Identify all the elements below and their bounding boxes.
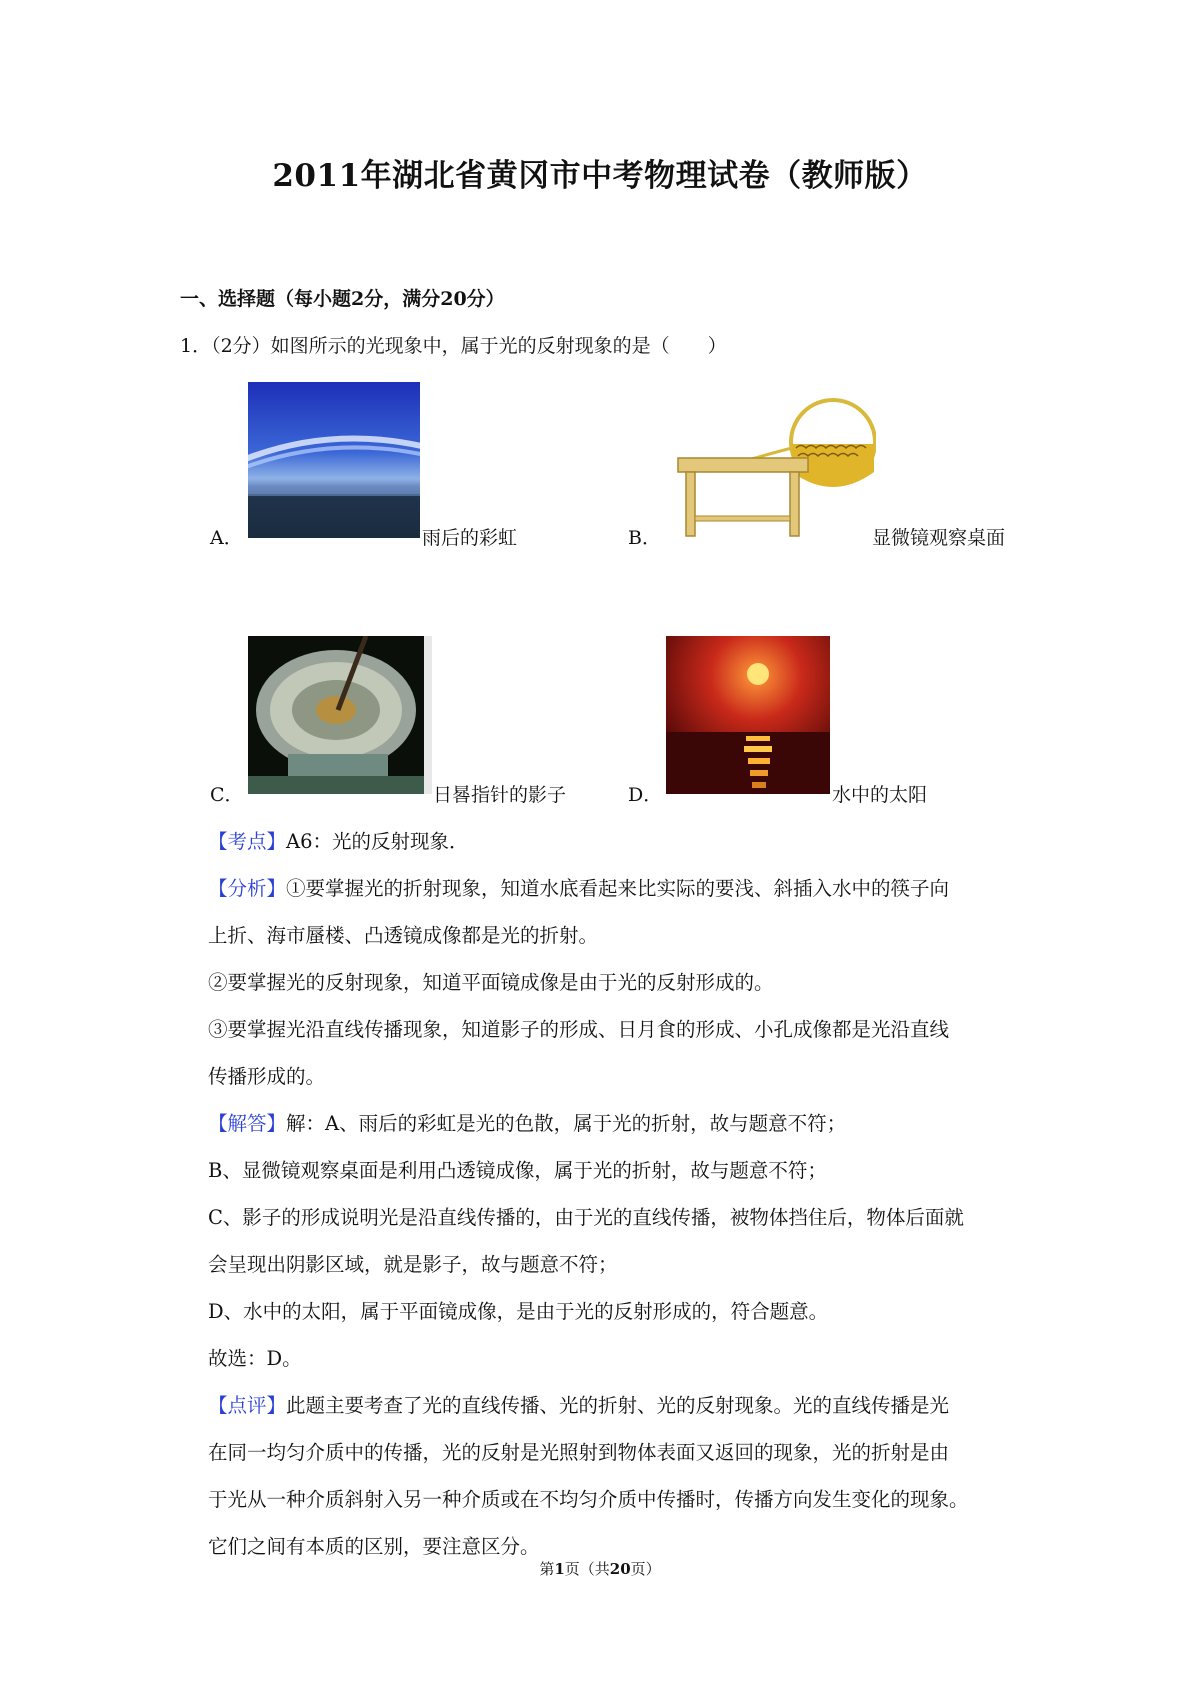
fenxi-block xyxy=(208,865,1028,1100)
footer-middle: 页（共 xyxy=(564,1560,610,1578)
kaodian-text: A6：光的反射现象． xyxy=(286,830,469,853)
fenxi-line-5: 传播形成的。 xyxy=(208,1065,326,1088)
question-1 xyxy=(180,331,727,358)
rainbow-image xyxy=(248,382,420,538)
jieda-line-6: 故选：D。 xyxy=(208,1347,302,1370)
option-d-caption: 水中的太阳 xyxy=(832,784,928,806)
dianping-line-4: 它们之间有本质的区别，要注意区分。 xyxy=(208,1535,540,1558)
jieda-line-1 xyxy=(208,1100,1028,1147)
jieda-line-3: C、影子的形成说明光是沿直线传播的，由于光的直线传播，被物体挡住后，物体后面就 xyxy=(208,1206,964,1229)
dianping-block xyxy=(208,1382,1028,1570)
dianping-tag: 【点评】 xyxy=(208,1394,287,1417)
fenxi-line-2: 上折、海市蜃楼、凸透镜成像都是光的折射。 xyxy=(208,924,599,947)
page-title: 2011年湖北省黄冈市中考物理试卷（教师版） xyxy=(272,158,928,194)
dianping-line-2: 在同一均匀介质中的传播，光的反射是光照射到物体表面又返回的现象，光的折射是由 xyxy=(208,1441,950,1464)
jieda-line-4: 会呈现出阴影区域，就是影子，故与题意不符； xyxy=(208,1253,618,1276)
fenxi-line-3: ②要掌握光的反射现象，知道平面镜成像是由于光的反射形成的。 xyxy=(208,971,774,994)
section-heading: 一、选择题（每小题2分，满分20分） xyxy=(180,288,505,310)
sundial-image xyxy=(248,636,432,794)
option-b-letter: B． xyxy=(628,527,661,549)
jieda-tag: 【解答】 xyxy=(208,1112,287,1135)
sunset-water-image xyxy=(666,636,830,794)
question-text: （2分）如图所示的光现象中，属于光的反射现象的是（ ） xyxy=(211,335,727,357)
fenxi-text-1: ①要掌握光的折射现象，知道水底看起来比实际的要浅、斜插入水中的筷子向 xyxy=(286,877,950,900)
fenxi-line-4: ③要掌握光沿直线传播现象，知道影子的形成、日月食的形成、小孔成像都是光沿直线 xyxy=(208,1018,950,1041)
fenxi-tag: 【分析】 xyxy=(208,877,287,900)
option-b-caption: 显微镜观察桌面 xyxy=(872,527,1006,549)
jieda-line-2: B、显微镜观察桌面是利用凸透镜成像，属于光的折射，故与题意不符； xyxy=(208,1159,827,1182)
option-d-letter: D． xyxy=(628,784,663,806)
option-a-caption: 雨后的彩虹 xyxy=(422,527,518,549)
fenxi-line-1 xyxy=(208,865,1028,912)
footer-prefix: 第 xyxy=(539,1560,555,1578)
jieda-block xyxy=(208,1100,1028,1382)
jieda-line-5: D、水中的太阳，属于平面镜成像，是由于光的反射形成的，符合题意。 xyxy=(208,1300,829,1323)
dianping-line-3: 于光从一种介质斜射入另一种介质或在不均匀介质中传播时，传播方向发生变化的现象。 xyxy=(208,1488,969,1511)
kaodian-tag: 【考点】 xyxy=(208,830,287,853)
kaodian-line xyxy=(208,818,1028,865)
microscope-table-image xyxy=(666,392,876,538)
dianping-text-1: 此题主要考查了光的直线传播、光的折射、光的反射现象。光的直线传播是光 xyxy=(286,1394,950,1417)
option-a-letter: A． xyxy=(210,527,243,549)
page-footer xyxy=(0,1558,1200,1579)
option-c-caption: 日晷指针的影子 xyxy=(433,784,567,806)
dianping-line-1 xyxy=(208,1382,1028,1429)
footer-suffix: 页） xyxy=(630,1560,661,1578)
footer-page-number: 1 xyxy=(554,1560,565,1578)
question-number: 1． xyxy=(180,335,212,357)
option-c-letter: C． xyxy=(210,784,244,806)
footer-total-pages: 20 xyxy=(609,1560,631,1578)
jieda-text-1: 解：A、雨后的彩虹是光的色散，属于光的折射，故与题意不符； xyxy=(286,1112,847,1135)
